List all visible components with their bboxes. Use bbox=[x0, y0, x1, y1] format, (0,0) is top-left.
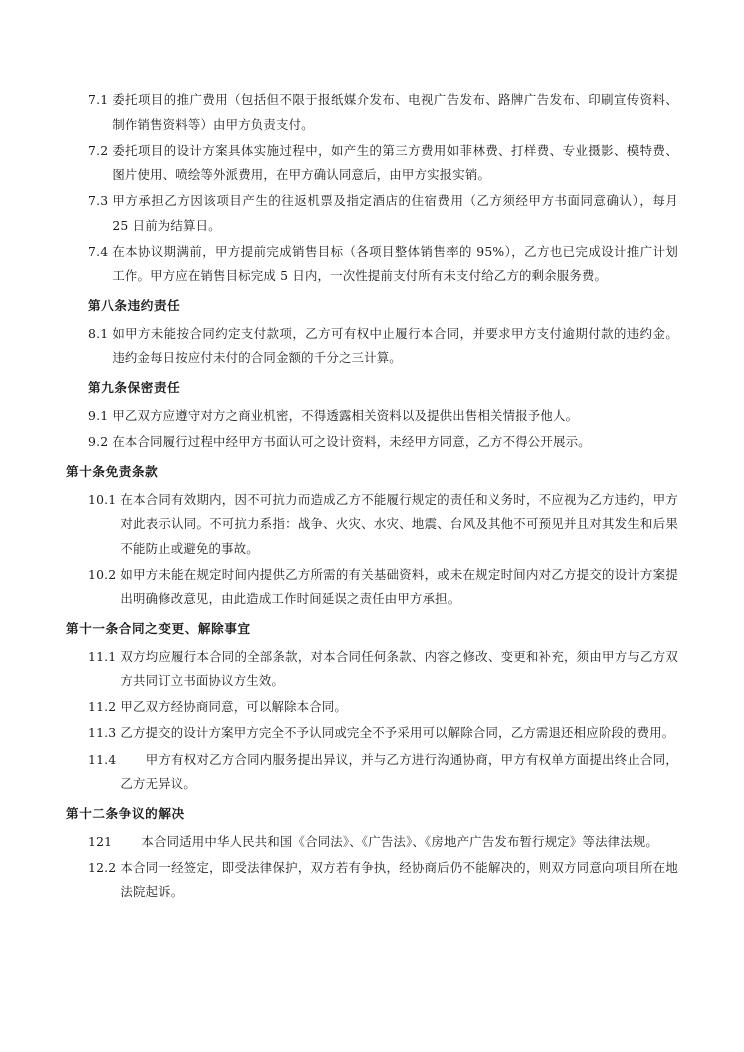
clause bbox=[66, 748, 678, 797]
clause-number: 7.3 bbox=[88, 193, 109, 209]
section-title: 第八条违约责任 bbox=[88, 298, 181, 313]
clause-text: 双方均应履行本合同的全部条款，对本合同任何条款、内容之修改、变更和补充，须由甲方与乙方双方共同订立书面协议方生效。 bbox=[120, 648, 678, 689]
clause bbox=[66, 189, 678, 238]
clause bbox=[66, 430, 678, 455]
section-title: 第十条免责条款 bbox=[66, 463, 159, 479]
clause-number: 8.1 bbox=[88, 325, 109, 341]
clause-text: 如甲方未能按合同约定支付款项，乙方可有权中止履行本合同，并要求甲方支付逾期付款的违约金。违约金每日按应付未付的合同金额的千分之三计算。 bbox=[112, 325, 678, 366]
clause-text: 委托项目的设计方案具体实施过程中，如产生的第三方费用如菲林费、打样费、专业摄影、模特费、图片使用、喷绘等外派费用，在甲方确认同意后，由甲方实报实销。 bbox=[112, 142, 678, 183]
clause-text: 乙方提交的设计方案甲方完全不予认同或完全不予采用可以解除合同，乙方需退还相应阶段的费用。 bbox=[120, 725, 675, 741]
clause-number: 9.2 bbox=[88, 434, 109, 450]
clause-number: 12.2 bbox=[88, 859, 117, 875]
section-title: 第九条保密责任 bbox=[88, 380, 181, 396]
clause-text: 如甲方未能在规定时间内提供乙方所需的有关基础资料，或未在规定时间内对乙方提交的设计方案提出明确修改意见，由此造成工作时间延误之责任由甲方承担。 bbox=[120, 566, 678, 607]
section-title: 第十二条争议的解决 bbox=[66, 805, 185, 821]
document-body bbox=[66, 88, 678, 905]
clause bbox=[66, 322, 678, 371]
clause bbox=[66, 563, 678, 612]
clause bbox=[66, 488, 678, 562]
clause-text: 本合同一经签定，即受法律保护，双方若有争执，经协商后仍不能解决的，则双方同意向项目所在地法院起诉。 bbox=[120, 859, 678, 900]
clause-text: 甲乙双方经协商同意，可以解除本合同。 bbox=[120, 699, 348, 715]
clause bbox=[66, 240, 678, 289]
clause-number: 11.1 bbox=[88, 648, 117, 664]
clause-text: 在本合同有效期内，因不可抗力而造成乙方不能履行规定的责任和义务时，不应视为乙方违约，甲方对此表示认同。不可抗力系指：战争、火灾、水灾、地震、台风及其他不可预见并且对其发生和后果不能防止或避免的事故。 bbox=[120, 491, 678, 556]
clause bbox=[66, 830, 678, 855]
clause-number: 10.1 bbox=[88, 491, 117, 507]
clause bbox=[66, 695, 678, 720]
clause-number: 11.2 bbox=[88, 699, 117, 715]
clause-number: 7.1 bbox=[88, 92, 109, 107]
clause-number: 11.3 bbox=[88, 725, 117, 741]
clause bbox=[66, 856, 678, 905]
clause-number: 9.1 bbox=[88, 407, 109, 423]
clause-text: 甲方有权对乙方合同内服务提出异议，并与乙方进行沟通协商，甲方有权单方面提出终止合同，乙方无异议。 bbox=[120, 751, 678, 792]
clause-number: 10.2 bbox=[88, 566, 117, 582]
clause-text: 本合同适用中华人民共和国《合同法》、《广告法》、《房地产广告发布暂行规定》等法律法规。 bbox=[116, 833, 659, 849]
clause-text: 在本协议期满前，甲方提前完成销售目标（各项目整体销售率的 95%），乙方也已完成设计推广计划工作。甲方应在销售目标完成 5 日内，一次性提前支付所有未支付给乙方的剩余服务费。 bbox=[112, 243, 678, 284]
clause bbox=[66, 404, 678, 429]
clause-text: 在本合同履行过程中经甲方书面认可之设计资料，未经甲方同意，乙方不得公开展示。 bbox=[112, 434, 591, 450]
clause-number: 11.4 bbox=[88, 751, 117, 767]
clause bbox=[66, 645, 678, 694]
clause-text: 委托项目的推广费用（包括但不限于报纸媒介发布、电视广告发布、路牌广告发布、印刷宣传资料、制作销售资料等）由甲方负责支付。 bbox=[112, 92, 678, 132]
section-title: 第十一条合同之变更、解除事宜 bbox=[66, 620, 251, 636]
clause-number: 7.2 bbox=[88, 142, 109, 158]
clause bbox=[66, 88, 678, 137]
clause-text: 甲方承担乙方因该项目产生的往返机票及指定酒店的住宿费用（乙方须经甲方书面同意确认），每月 25 日前为结算日。 bbox=[112, 193, 678, 233]
clause-number: 121 bbox=[88, 833, 113, 849]
clause-number: 7.4 bbox=[88, 243, 109, 259]
clause bbox=[66, 721, 678, 746]
clause bbox=[66, 139, 678, 188]
clause-text: 甲乙双方应遵守对方之商业机密，不得透露相关资料以及提供出售相关情报予他人。 bbox=[112, 407, 579, 423]
